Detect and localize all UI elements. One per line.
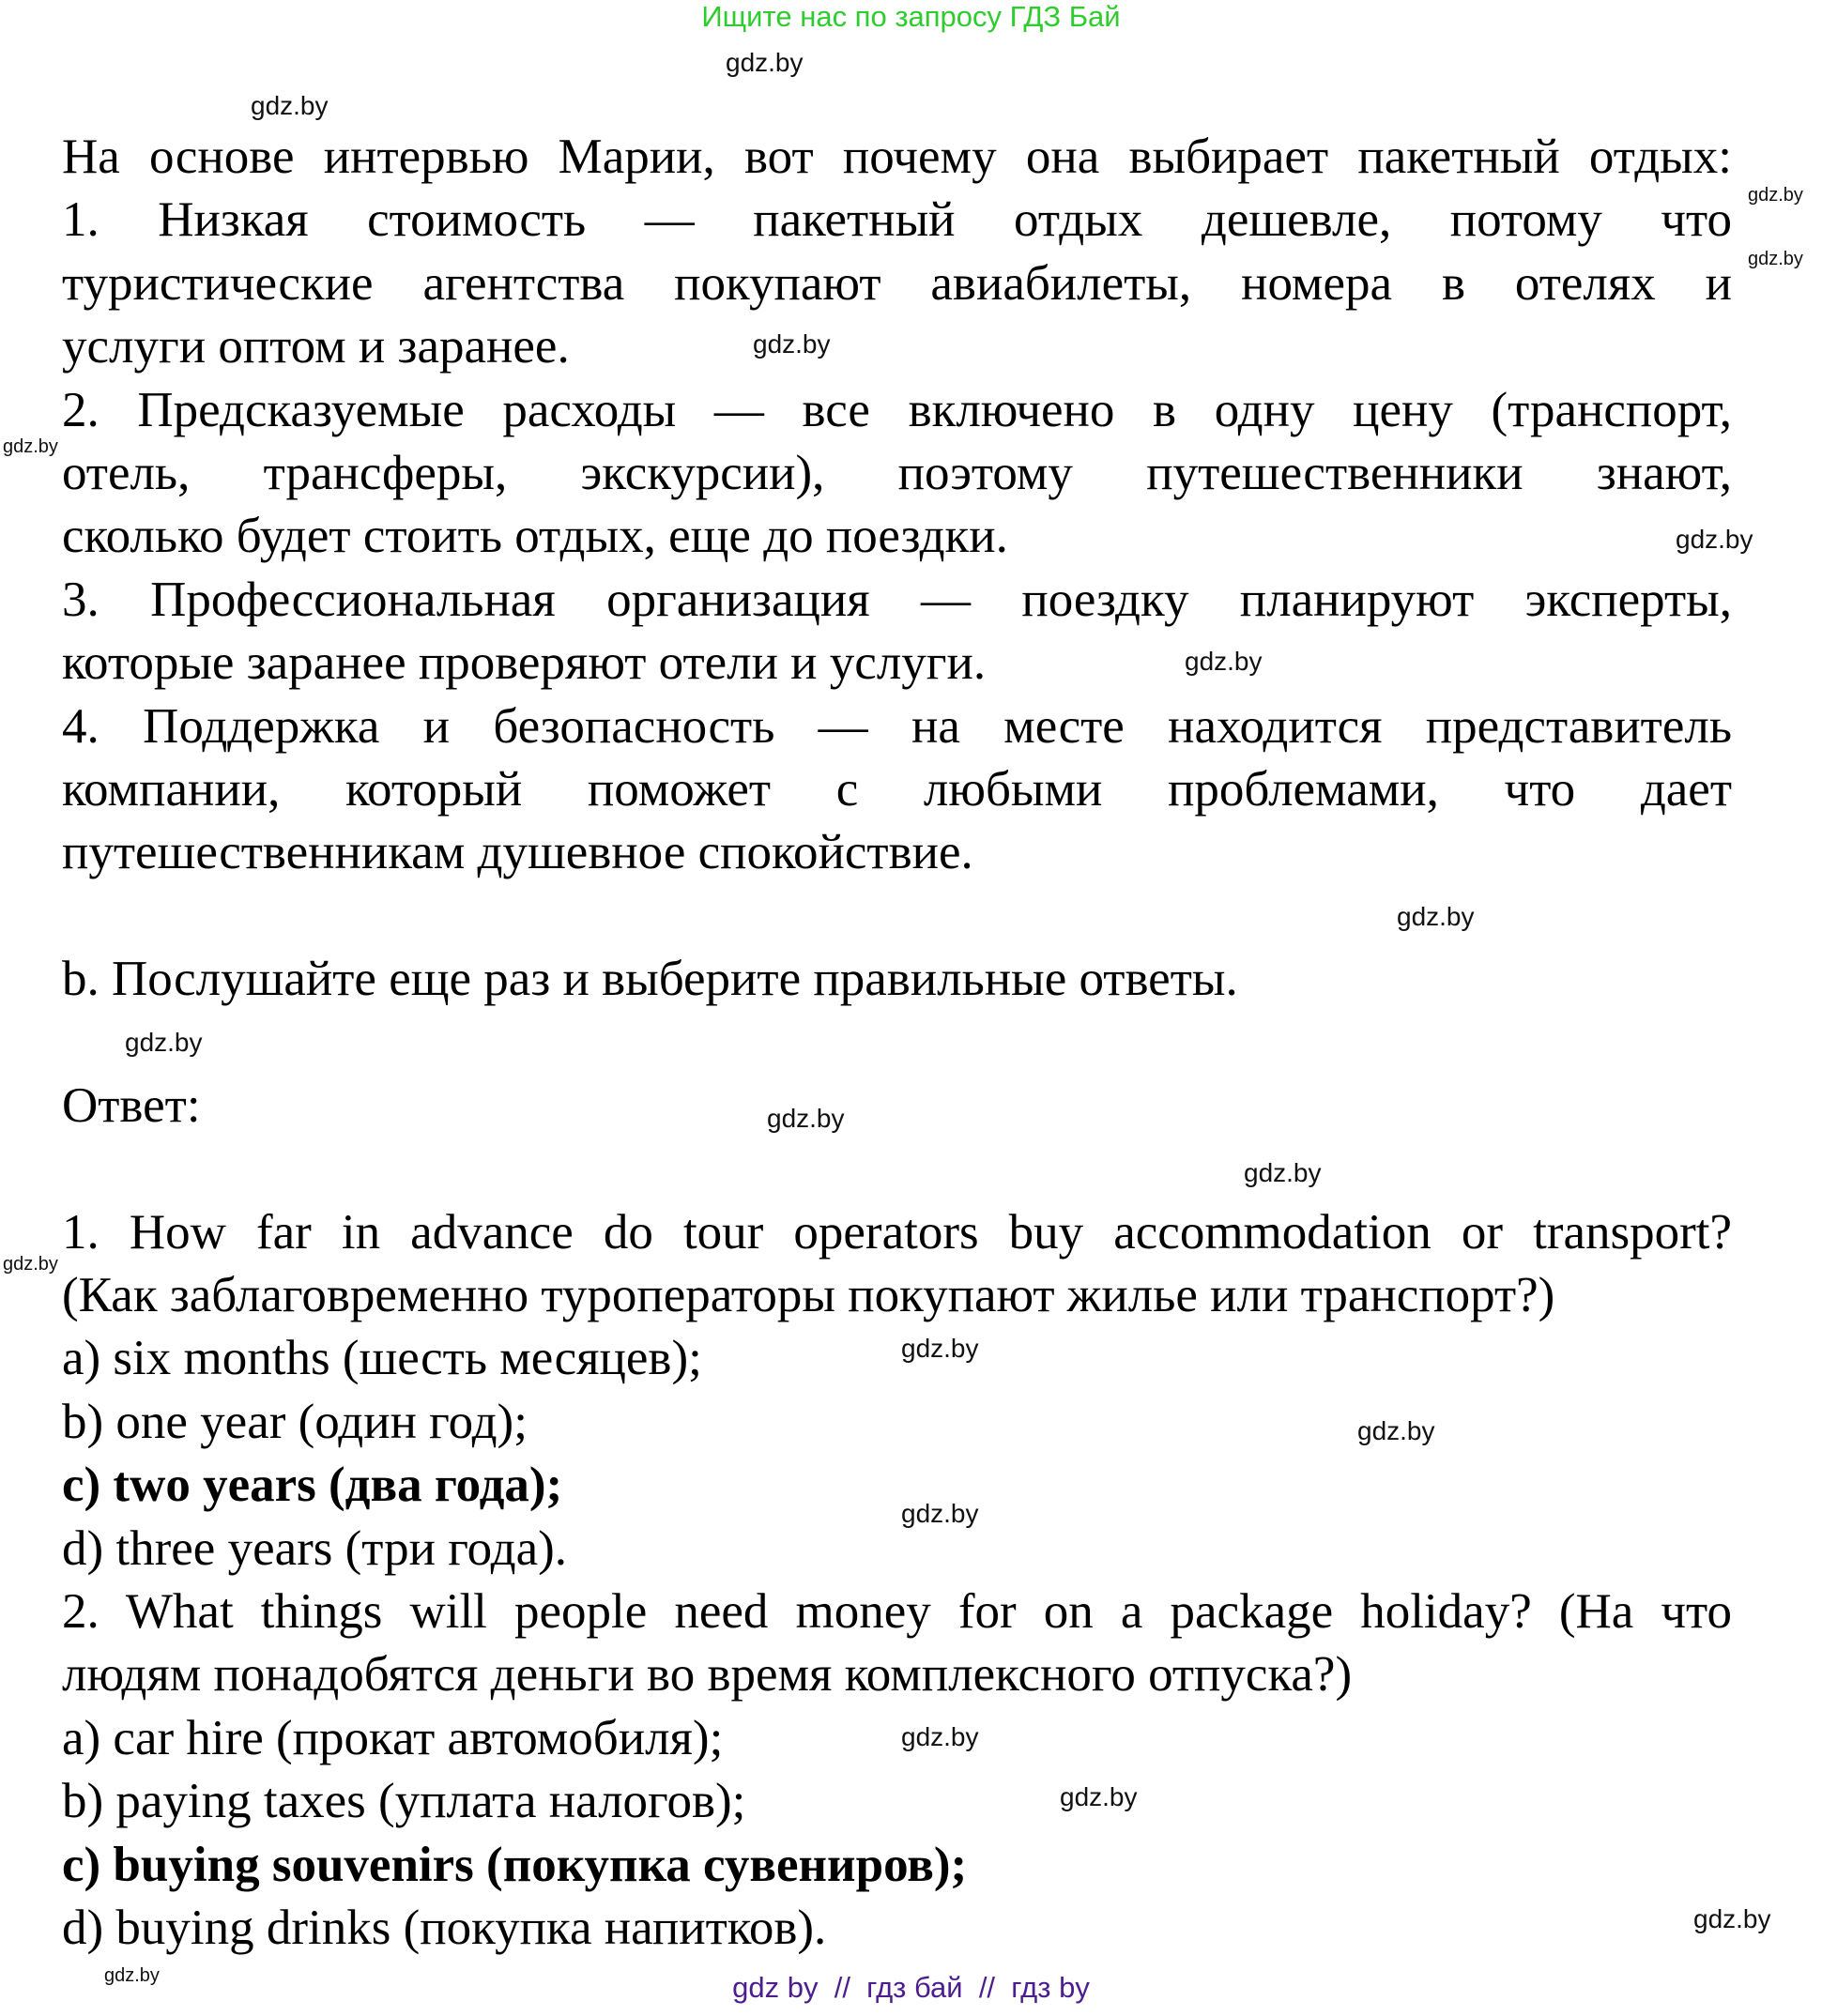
question-2-option-b: b) paying taxes (уплата налогов);	[62, 1774, 746, 1829]
intro-line: услуги оптом и заранее.	[62, 319, 570, 374]
watermark: gdz.by	[3, 1254, 58, 1275]
question-2-text: 2. What things will people need money for on a package holiday? (На что	[62, 1583, 1732, 1639]
watermark: gdz.by	[1185, 647, 1263, 676]
question-1-option-c-correct: c) two years (два года);	[62, 1458, 563, 1513]
search-hint-banner: Ищите нас по запросу ГДЗ Бай	[701, 0, 1121, 33]
watermark: gdz.by	[251, 91, 329, 120]
watermark: gdz.by	[1676, 525, 1753, 554]
question-2-option-a: a) car hire (прокат автомобиля);	[62, 1710, 724, 1765]
watermark: gdz.by	[753, 329, 831, 359]
intro-line: компании, который поможет с любыми проблемами, что дает	[62, 761, 1732, 817]
watermark: gdz.by	[1748, 249, 1803, 269]
watermark: gdz.by	[1397, 902, 1475, 931]
watermark: gdz.by	[726, 48, 804, 77]
intro-line: туристические агентства покупают авиабилеты, номера в отелях и	[62, 255, 1732, 311]
question-2-translation: людям понадобятся деньги во время комплексного отпуска?)	[62, 1647, 1353, 1703]
watermark: gdz.by	[901, 1499, 979, 1528]
watermark: gdz.by	[104, 1965, 160, 1986]
watermark: gdz.by	[1357, 1416, 1435, 1445]
watermark: gdz.by	[1060, 1782, 1138, 1811]
answer-label: Ответ:	[62, 1077, 201, 1133]
question-2-option-c-correct: c) buying souvenirs (покупка сувениров);	[62, 1837, 968, 1892]
question-1-translation: (Как заблаговременно туроператоры покупают жилье или транспорт?)	[62, 1268, 1555, 1323]
watermark: gdz.by	[1244, 1158, 1322, 1187]
intro-line: 2. Предсказуемые расходы — все включено в одну цену (транспорт,	[62, 382, 1732, 437]
task-b-heading: b. Послушайте еще раз и выберите правильные ответы.	[62, 952, 1238, 1007]
question-1-option-a: a) six months (шесть месяцев);	[62, 1331, 702, 1386]
watermark: gdz.by	[901, 1722, 979, 1751]
intro-line: путешественникам душевное спокойствие.	[62, 825, 973, 880]
intro-line: 3. Профессиональная организация — поездку планируют эксперты,	[62, 572, 1732, 627]
document-body	[62, 126, 1732, 1960]
intro-heading: На основе интервью Марии, вот почему она выбирает пакетный отдых:	[62, 130, 1732, 184]
watermark: gdz.by	[125, 1028, 203, 1057]
watermark: gdz.by	[1693, 1904, 1771, 1933]
watermark: gdz.by	[901, 1334, 979, 1363]
question-1-text: 1. How far in advance do tour operators buy accommodation or transport?	[62, 1204, 1732, 1260]
question-1-option-b: b) one year (один год);	[62, 1394, 528, 1449]
watermark: gdz.by	[3, 436, 58, 457]
watermark: gdz.by	[1748, 185, 1803, 206]
intro-line: которые заранее проверяют отели и услуги.	[62, 635, 987, 691]
footer-links: gdz by // гдз бай // гдз by	[732, 1971, 1090, 2004]
intro-line: сколько будет стоить отдых, еще до поездки.	[62, 509, 1008, 564]
question-2-option-d: d) buying drinks (покупка напитков).	[62, 1900, 827, 1955]
watermark: gdz.by	[767, 1104, 845, 1133]
intro-line: 1. Низкая стоимость — пакетный отдых дешевле, потому что	[62, 192, 1732, 248]
intro-line: отель, трансферы, экскурсии), поэтому путешественники знают,	[62, 445, 1732, 500]
question-1-option-d: d) three years (три года).	[62, 1520, 567, 1576]
intro-line: 4. Поддержка и безопасность — на месте находится представитель	[62, 698, 1732, 754]
